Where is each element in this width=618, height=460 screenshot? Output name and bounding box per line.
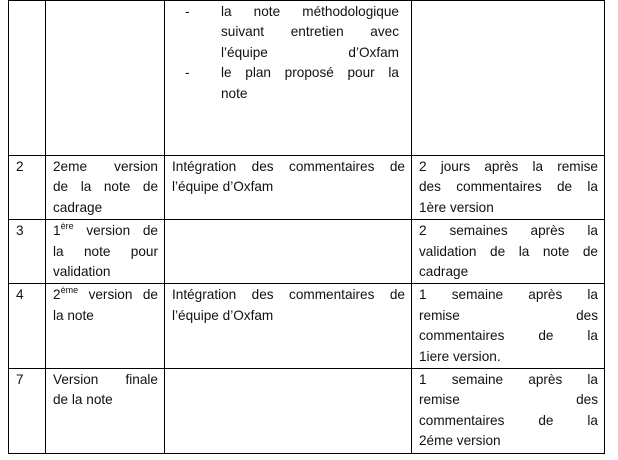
table-row <box>9 156 605 220</box>
doc-line: la note <box>53 307 94 323</box>
doc-line <box>53 221 158 241</box>
bullet-line: suivant entretien avec <box>221 24 399 40</box>
doc-line: 2eme version <box>53 159 158 174</box>
bullet-item <box>185 2 403 63</box>
bullet-item <box>185 63 403 104</box>
action-line: Intégration des commentaires de <box>172 287 405 303</box>
cell-num: 3 <box>9 220 46 284</box>
bullet-marker: - <box>185 65 190 81</box>
delay-line: remise des <box>419 392 598 408</box>
bullet-marker: - <box>185 4 190 19</box>
doc-line <box>53 285 158 305</box>
cell-num-empty <box>9 1 46 156</box>
cell-delay <box>412 369 605 454</box>
cell-doc <box>46 369 165 454</box>
table-row <box>9 284 605 369</box>
cell-num: 7 <box>9 369 46 454</box>
cell-delay <box>412 284 605 369</box>
cell-num: 2 <box>9 156 46 220</box>
bullet-line: l’équipe d’Oxfam <box>221 44 399 60</box>
delay-line: cadrage <box>419 264 469 280</box>
cell-action <box>165 284 412 369</box>
doc-suffix: version de <box>78 287 158 303</box>
cell-delay <box>412 156 605 220</box>
cell-delay <box>412 220 605 284</box>
delay-line: 1iere version. <box>419 348 501 364</box>
table-row <box>9 369 605 454</box>
delay-line: commentaires de la <box>419 412 598 428</box>
table-row <box>9 220 605 284</box>
bullet-line: note <box>221 85 248 101</box>
bullet-list <box>185 2 403 104</box>
doc-line: validation <box>53 264 111 280</box>
doc-line: cadrage <box>53 199 103 215</box>
schedule-table <box>8 0 605 454</box>
cell-doc <box>46 284 165 369</box>
action-line: l’équipe d’Oxfam <box>172 307 274 323</box>
action-line: Intégration des commentaires de <box>172 159 405 174</box>
ordinal-suffix: ème <box>60 285 79 296</box>
delay-line: 2 semaines après la <box>419 223 598 239</box>
cell-action-empty <box>165 369 412 454</box>
cell-action <box>165 156 412 220</box>
cell-num: 4 <box>9 284 46 369</box>
cell-doc <box>46 220 165 284</box>
delay-line: remise des <box>419 307 598 323</box>
action-line: l’équipe d’Oxfam <box>172 179 274 195</box>
doc-line: de la note <box>53 392 113 408</box>
cell-content-bullets <box>165 1 412 156</box>
cell-action-empty <box>165 220 412 284</box>
delay-line: 1 semaine après la <box>419 372 598 388</box>
bullet-line: la note méthodologique <box>221 4 399 19</box>
cell-doc-empty <box>46 1 165 156</box>
doc-line: de la note de <box>53 179 158 195</box>
delay-line: 1ère version <box>419 199 494 215</box>
delay-line: 2 jours après la remise <box>419 159 598 174</box>
delay-line: des commentaires de la <box>419 179 598 195</box>
bullet-line: le plan proposé pour la <box>221 65 399 81</box>
cell-delay-empty <box>412 1 605 156</box>
delay-line: 2éme version <box>419 433 501 449</box>
cell-doc <box>46 156 165 220</box>
delay-line: 1 semaine après la <box>419 287 598 303</box>
doc-line: Version finale <box>53 372 158 388</box>
delay-line: validation de la note de <box>419 243 598 259</box>
doc-suffix: version de <box>73 223 158 239</box>
doc-prefix: 1 <box>53 223 61 239</box>
doc-line: la note pour <box>53 243 158 259</box>
ordinal-suffix: ère <box>60 221 74 232</box>
table-row-continuation <box>9 1 605 156</box>
delay-line: commentaires de la <box>419 328 598 344</box>
doc-prefix: 2 <box>53 287 61 303</box>
